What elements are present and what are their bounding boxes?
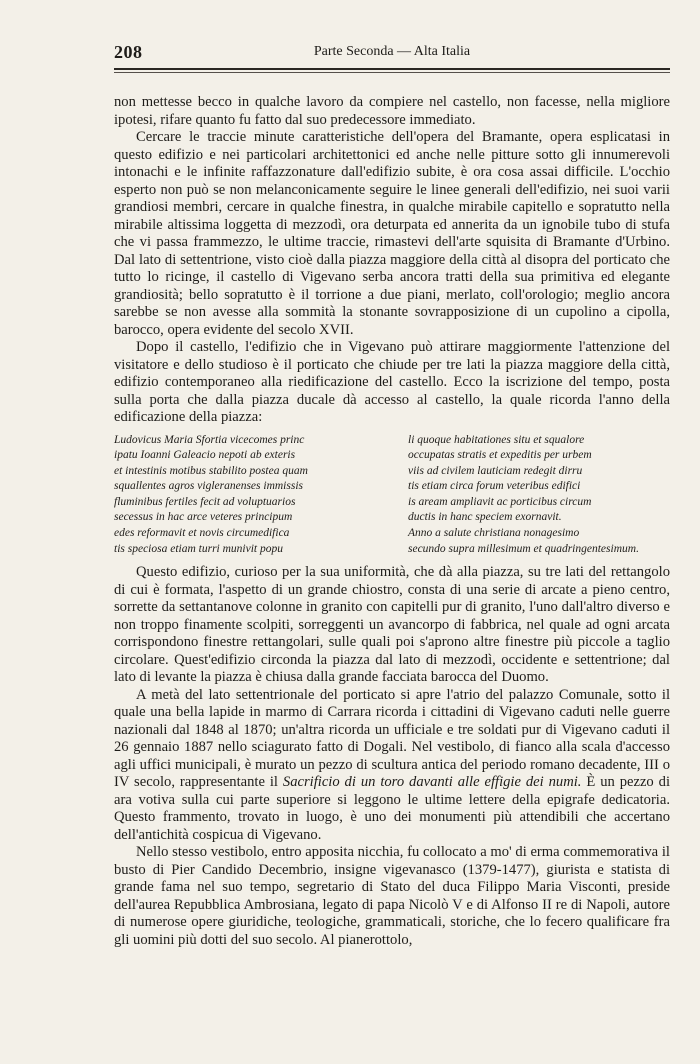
inscription-line: tis etiam circa forum veteribus edifici <box>408 480 581 493</box>
paragraph-3: Dopo il castello, l'edifizio che in Vigevano può attirare maggiormente l'attenzione del visitatore e dello studioso è il porticato che chiude per tre lati la piazza maggiore della città, edifizio contemporaneo alla riedificazione del castello. Ecco la iscrizione del tempo, posta sulla porta che dalla piazza ducale dà accesso al castello, la quale ricorda l'anno della edificazione della piazza: <box>114 339 670 425</box>
inscription-line: ipatu Ioanni Galeacio nepoti ab exteris <box>114 449 296 462</box>
paragraph-5 <box>114 687 670 845</box>
header-rule-thin <box>114 72 670 73</box>
header-rule-thick <box>114 68 670 70</box>
inscription-line: secundo supra millesimum et quadringentesimum. <box>408 542 639 555</box>
inscription-left-column <box>114 433 376 558</box>
inscription-line: Ludovicus Maria Sfortia vicecomes princ <box>114 433 305 446</box>
inscription-line: et intestinis motibus stabilito postea quam <box>114 464 308 477</box>
inscription-line: squallentes agros vigleranenses immissis <box>114 480 303 493</box>
page-header <box>114 42 670 66</box>
latin-inscription <box>114 433 670 558</box>
paragraph-5-text-a: A metà del lato settentrionale del porticato si apre l'atrio del palazzo Comunale, sotto il quale una bella lapide in marmo di Carrara ricorda i cittadini di Vigevano caduti nelle guerre nazionali dal 1848 al 1870; un'altra ricorda un ufficiale e tre soldati pur di Vigevano caduti il 26 gennaio 1887 nello sciagurato fatto di Dogali. Nel vestibolo, di fianco alla scala d'accesso agli uffici municipali, è murato un pezzo di scultura antica del periodo romano decadente, III o IV secolo, rappresentante il <box>114 686 670 791</box>
inscription-line: li quoque habitationes situ et squalore <box>408 433 585 446</box>
inscription-line: occupatas stratis et expeditis per urbem <box>408 449 592 462</box>
paragraph-5-italic-title: Sacrificio di un toro davanti alle effigie dei numi. <box>282 774 582 791</box>
paragraph-6: Nello stesso vestibolo, entro apposita nicchia, fu collocato a mo' di erma commemorativa il busto di Pier Candido Decembrio, insigne vigevanasco (1379-1477), giurista e statista di grande fama nel suo tempo, segretario di Stato del duca Filippo Maria Visconti, preside dell'aurea Repubblica Ambrosiana, legato di papa Nicolò V e di Alfonso II re di Napoli, autore di numerose opere giuridiche, teologiche, grammaticali, storiche, che lo fecero qualificare fra gli uomini più dotti del suo secolo. Al pianerottolo, <box>114 844 670 948</box>
paragraph-1: non mettesse becco in qualche lavoro da compiere nel castello, non facesse, nella migliore ipotesi, rifare quanto fu fatto dal suo predecessore immediato. <box>114 94 670 128</box>
inscription-line: tis speciosa etiam turri munivit popu <box>114 542 283 555</box>
paragraph-4: Questo edifizio, curioso per la sua uniformità, che dà alla piazza, su tre lati del rettangolo di cui è formata, l'aspetto di un grande chiostro, consta di una serie di arcate a pieno centro, sorrette da settantanove colonne in granito con capitelli pur di granito, l'uno dall'altro diverso e non troppo finamente scolpiti, sorreggenti un avancorpo di fabbrica, nel quale ad ogni arcata corrispondono finestre rettangolari, sulle quali poi s'aprono altre finestre più piccole a taglio circolare. Quest'edifizio circonda la piazza dal lato di mezzodì, occidente e settentrione; dal lato di levante la piazza è chiusa dalla grande facciata barocca del Duomo. <box>114 564 670 686</box>
inscription-line: is aream ampliavit ac porticibus circum <box>408 495 592 508</box>
inscription-line: secessus in hac arce veteres principum <box>114 511 293 524</box>
body-text <box>114 94 670 949</box>
inscription-line: Anno a salute christiana nonagesimo <box>408 527 580 540</box>
paragraph-5-text-b: È un pezzo di ara votiva sulla cui parte superiore si leggono le ultime lettere della epigrafe dedicatoria. Questo frammento, trovato in luogo, è uno dei monumenti più attendibili che accertano dell'antichità cospicua di Vigevano. <box>114 774 670 843</box>
inscription-line: edes reformavit et novis circumedifica <box>114 527 290 540</box>
page-number: 208 <box>114 42 143 62</box>
running-head: Parte Seconda — Alta Italia <box>313 44 471 59</box>
inscription-line: viis ad civilem lauticiam redegit dirru <box>408 464 583 477</box>
paragraph-2: Cercare le traccie minute caratteristiche dell'opera del Bramante, opera esplicatasi in questo edifizio e nei particolari architettonici ed anche nelle pitture sotto gli innumerevoli intonachi e le infinite raffazzonature dall'edifizio subite, è ora cosa assai difficile. L'occhio esperto non può se non melanconicamente seguire le linee generali dell'edifizio, nei suoi varii grandiosi membri, cercare in qualche finestra, in qualche mirabile capitello e sopratutto nella mirabile altissima loggetta di mezzodì, ora deturpata ed annerita da un ignobile tubo di stufa che vi passa frammezzo, le ultime traccie, rimastevi dell'arte squisita di Bramante d'Urbino. Dal lato di settentrione, visto cioè dalla piazza maggiore della città al disopra del porticato che tutto lo ricinge, il castello di Vigevano serba ancora tratti della sua primitiva ed elegante grandiosità; bello sopratutto è il torrione a due piani, merlato, coll'orologio; meglio ancora sarebbe se non avesse alla sommità la stonante sovrapposizione di un cupolino a cipolla, barocco, opera evidente del secolo XVII. <box>114 129 670 338</box>
inscription-line: ductis in hanc speciem exornavit. <box>408 511 562 524</box>
inscription-line: fluminibus fertiles fecit ad voluptuarios <box>114 495 296 508</box>
inscription-right-column <box>408 433 670 558</box>
